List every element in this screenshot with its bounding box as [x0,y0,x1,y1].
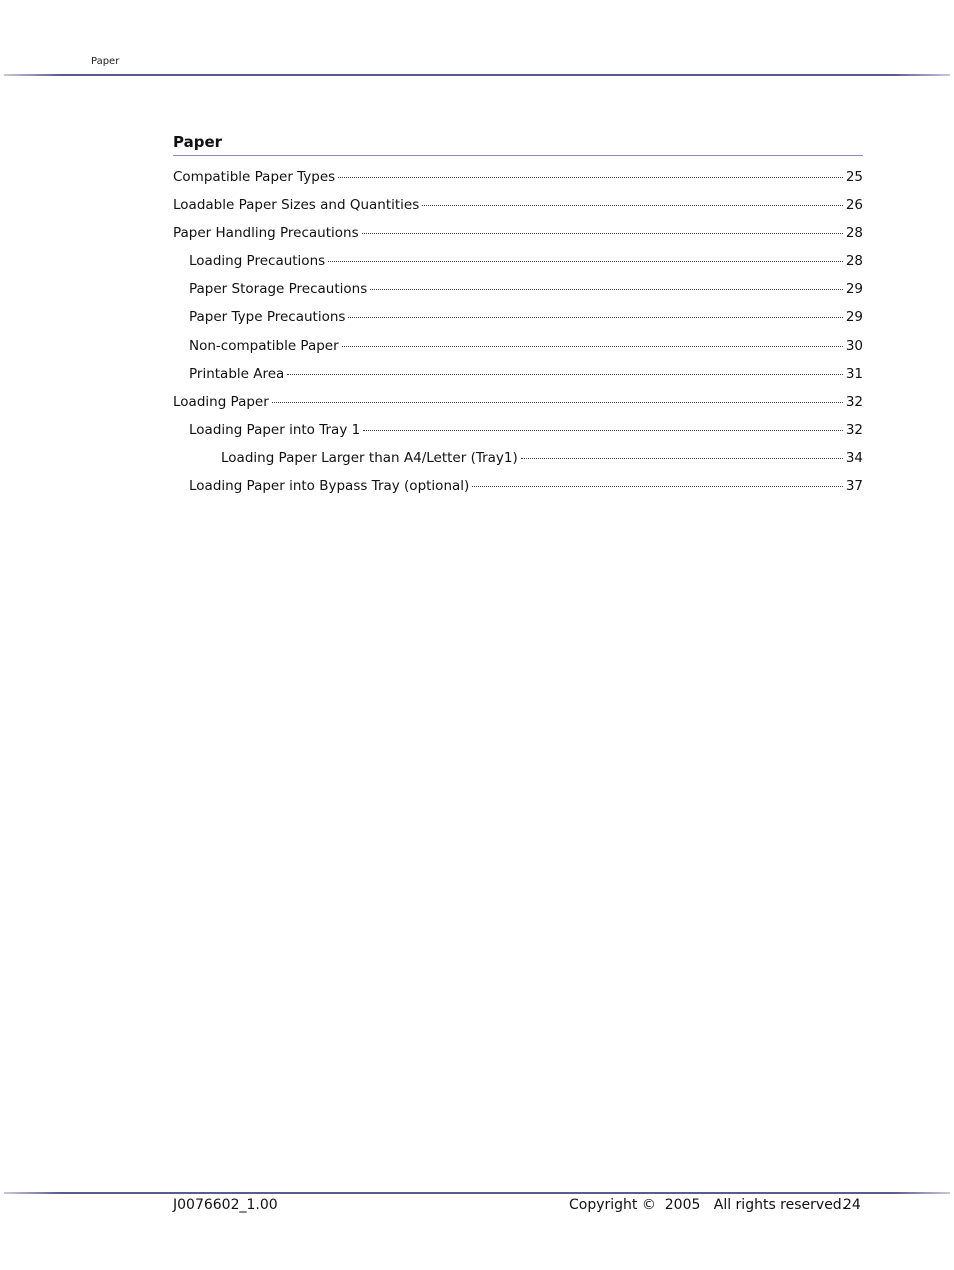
toc-entry[interactable] [173,447,863,475]
toc-dot-leader [287,370,843,375]
toc-entry-label: Printable Area [189,365,285,382]
toc-entry-label: Loading Paper into Bypass Tray (optional) [189,478,470,495]
section-title-rule [173,155,863,156]
toc-entry-label: Loading Paper Larger than A4/Letter (Tray1) [221,449,518,466]
toc-dot-leader [362,229,843,234]
toc-entry-page: 28 [845,225,863,242]
toc-entry-page: 31 [845,365,863,382]
toc-dot-leader [328,257,843,262]
header-rule [4,74,950,76]
page-number: 24 [843,1197,861,1213]
toc-dot-leader [338,173,843,178]
running-head: Paper [91,56,120,67]
toc-entry-label: Loading Paper [173,393,269,410]
toc-entry[interactable] [173,250,863,278]
toc-entry[interactable] [173,391,863,419]
toc-entry[interactable] [173,166,863,194]
toc-entry-page: 30 [845,337,863,354]
toc-entry[interactable] [173,306,863,334]
toc-entry-label: Loading Paper into Tray 1 [189,421,361,438]
footer-rule [4,1192,950,1194]
toc-entry-page: 32 [845,421,863,438]
toc-dot-leader [370,285,843,290]
toc-entry-label: Non-compatible Paper [189,337,339,354]
toc-entry[interactable] [173,419,863,447]
toc-entry-page: 34 [845,449,863,466]
toc-entry[interactable] [173,278,863,306]
toc-entry[interactable] [173,335,863,363]
toc-entry-page: 25 [845,169,863,185]
toc-entry-label: Compatible Paper Types [173,169,336,185]
toc-dot-leader [342,342,843,347]
toc-entry[interactable] [173,222,863,250]
copyright-notice: Copyright © 2005 All rights reserved. [569,1197,847,1213]
toc-dot-leader [363,426,843,431]
toc-entry-label: Paper Type Precautions [189,309,346,326]
toc-entry-page: 28 [845,253,863,270]
toc-entry-label: Loading Precautions [189,253,326,270]
toc-entry-label: Loadable Paper Sizes and Quantities [173,197,420,214]
toc-dot-leader [272,398,843,403]
toc-dot-leader [472,482,843,487]
table-of-contents [173,166,863,503]
document-id: J0076602_1.00 [173,1197,278,1213]
toc-entry-label: Paper Handling Precautions [173,225,359,242]
toc-dot-leader [521,454,843,459]
toc-entry-page: 26 [845,197,863,214]
toc-entry-page: 37 [845,478,863,495]
toc-entry-page: 29 [845,281,863,298]
toc-entry-page: 32 [845,393,863,410]
section-title: Paper [173,133,223,151]
toc-entry[interactable] [173,194,863,222]
toc-entry[interactable] [173,363,863,391]
toc-entry[interactable] [173,475,863,503]
toc-dot-leader [422,201,843,206]
toc-entry-label: Paper Storage Precautions [189,281,368,298]
toc-entry-page: 29 [845,309,863,326]
toc-dot-leader [348,313,842,318]
